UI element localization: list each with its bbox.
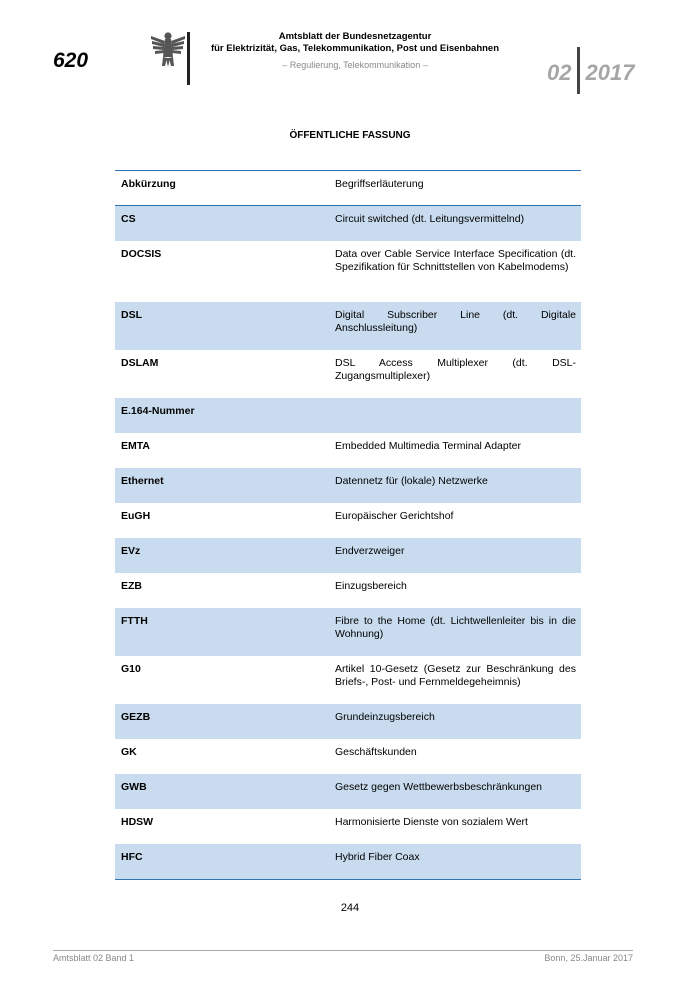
table-row [115,433,581,468]
abbreviation-table [115,170,581,880]
federal-eagle-icon [150,30,186,70]
header-definition: Begriffserläuterung [335,178,424,190]
definition-cell: Geschäftskunden [335,746,417,758]
definition-cell: Digital Subscriber Line (dt. Digitale Anschlussleitung) [335,309,576,334]
table-row [115,656,581,704]
table-row [115,398,581,433]
abbreviation-cell: DSL [121,309,142,321]
definition-cell [335,398,581,433]
table-header-row [115,171,581,206]
definition-cell: Artikel 10-Gesetz (Gesetz zur Beschränkung des Briefs-, Post- und Fernmeldegeheimnis) [335,663,576,688]
definition-cell: Hybrid Fiber Coax [335,851,420,863]
footer-divider [53,950,633,951]
definition-cell: Embedded Multimedia Terminal Adapter [335,440,521,452]
definition-cell: Gesetz gegen Wettbewerbsbeschränkungen [335,781,543,793]
abbreviation-cell: E.164-Nummer [121,405,195,417]
definition-cell: Einzugsbereich [335,580,407,592]
table-row [115,302,581,350]
abbreviation-cell: DSLAM [121,357,159,369]
definition-cell: DSL Access Multiplexer (dt. DSL-Zugangsmultiplexer) [335,357,576,382]
table-row [115,468,581,503]
footer-edition: Amtsblatt 02 Band 1 [53,953,135,963]
abbreviation-cell: GEZB [121,711,151,723]
definition-cell: Datennetz für (lokale) Netzwerke [335,475,488,487]
definition-cell: Data over Cable Service Interface Specification (dt. Spezifikation für Schnittstellen von Kabelmodems) [335,248,576,273]
table-row [115,503,581,538]
abbreviation-cell: HDSW [121,816,154,828]
abbreviation-cell: GWB [121,781,147,793]
definition-cell: Circuit switched (dt. Leitungsvermittelnd) [335,213,525,225]
issue-divider [577,47,580,94]
table-row [115,206,581,241]
table-row [115,844,581,879]
abbreviation-cell: G10 [121,663,141,675]
abbreviation-cell: Ethernet [121,475,164,487]
gazette-title-line-2: für Elektrizität, Gas, Telekommunikation, Post und Eisenbahnen [210,42,500,54]
table-row [115,241,581,302]
table-row [115,739,581,774]
abbreviation-cell: FTTH [121,615,148,627]
table-row [115,704,581,739]
definition-cell: Harmonisierte Dienste von sozialem Wert [335,816,528,828]
issue-label [547,47,634,94]
definition-cell: Europäischer Gerichtshof [335,510,454,522]
definition-cell: Endverzweiger [335,545,405,557]
abbreviation-cell: HFC [121,851,143,863]
table-row [115,573,581,608]
table-row [115,538,581,573]
table-row [115,774,581,809]
abbreviation-cell: EVz [121,545,141,557]
definition-cell: Grundeinzugsbereich [335,711,435,723]
abbreviation-cell: GK [121,746,137,758]
table-row [115,350,581,398]
document-page-number: 244 [340,902,360,914]
definition-cell: Fibre to the Home (dt. Lichtwellenleiter bis in die Wohnung) [335,615,576,640]
gazette-title [190,31,520,54]
gazette-title-line-1: Amtsblatt der Bundesnetzagentur [278,31,432,42]
footer-date: Bonn, 25.Januar 2017 [544,953,633,963]
page-number: 620 [53,49,89,72]
table-row [115,809,581,844]
abbreviation-cell: EuGH [121,510,151,522]
document-label: ÖFFENTLICHE FASSUNG [289,130,411,141]
abbreviation-cell: EMTA [121,440,150,452]
abbreviation-cell: EZB [121,580,142,592]
header-abbreviation: Abkürzung [121,178,176,190]
abbreviation-cell: CS [121,213,136,225]
table-row [115,608,581,656]
issue-year: 2017 [585,60,635,85]
gazette-subtitle: – Regulierung, Telekommunikation – [282,60,428,70]
issue-number: 02 [547,60,572,85]
abbreviation-cell: DOCSIS [121,248,162,260]
